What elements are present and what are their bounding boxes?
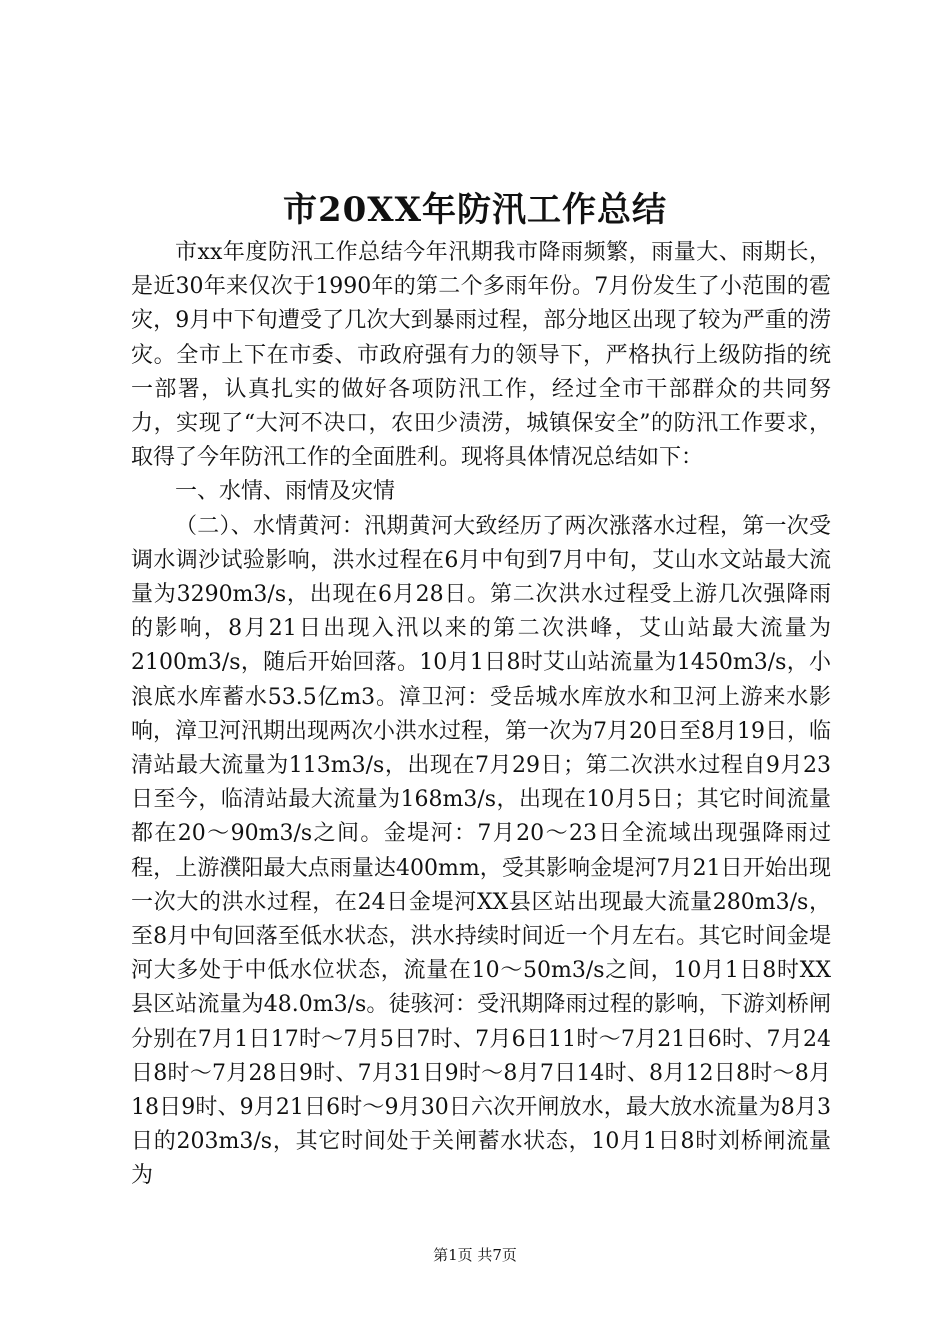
document-body xyxy=(131,236,831,1194)
water-situation-paragraph: （二）、水情黄河：汛期黄河大致经历了两次涨落水过程，第一次受调水调沙试验影响，洪水过程在6月中旬到7月中旬，艾山水文站最大流量为3290m3/s，出现在6月28日。第二次洪水过程受上游几次强降雨的影响，8月21日出现入汛以来的第二次洪峰，艾山站最大流量为2100m3/s，随后开始回落。10月1日8时艾山站流量为1450m3/s，小浪底水库蓄水53.5亿m3。漳卫河：受岳城水库放水和卫河上游来水影响，漳卫河汛期出现两次小洪水过程，第一次为7月20日至8月19日，临清站最大流量为113m3/s，出现在7月29日；第二次洪水过程自9月23日至今，临清站最大流量为168m3/s，出现在10月5日；其它时间流量都在20～90m3/s之间。金堤河：7月20～23日全流域出现强降雨过程，上游濮阳最大点雨量达400mm，受其影响金堤河7月21日开始出现一次大的洪水过程，在24日金堤河XX县区站出现最大流量280m3/s，至8月中旬回落至低水状态，洪水持续时间近一个月左右。其它时间金堤河大多处于中低水位状态，流量在10～50m3/s之间，10月1日8时XX县区站流量为48.0m3/s。徒骇河：受汛期降雨过程的影响，下游刘桥闸分别在7月1日17时～7月5日7时、7月6日11时～7月21日6时、7月24日8时～7月28日9时、7月31日9时～8月7日14时、8月12日8时～8月18日9时、9月21日6时～9月30日六次开闸放水，最大放水流量为8月3日的203m3/s，其它时间处于关闸蓄水状态，10月1日8时刘桥闸流量为 xyxy=(131,513,831,1189)
intro-paragraph: 市xx年度防汛工作总结今年汛期我市降雨频繁，雨量大、雨期长，是近30年来仅次于1990年的第二个多雨年份。7月份发生了小范围的雹灾，9月中下旬遭受了几次大到暴雨过程，部分地区出现了较为严重的涝灾。全市上下在市委、市政府强有力的领导下，严格执行上级防指的统一部署，认真扎实的做好各项防汛工作，经过全市干部群众的共同努力，实现了“大河不决口，农田少渍涝，城镇保安全”的防汛工作要求，取得了今年防汛工作的全面胜利。现将具体情况总结如下： xyxy=(131,240,831,471)
section-heading: 一、水情、雨情及灾情 xyxy=(175,479,396,505)
page-footer: 第1页 共7页 xyxy=(433,1246,517,1264)
document-title: 市20XX年防汛工作总结 xyxy=(282,190,668,230)
